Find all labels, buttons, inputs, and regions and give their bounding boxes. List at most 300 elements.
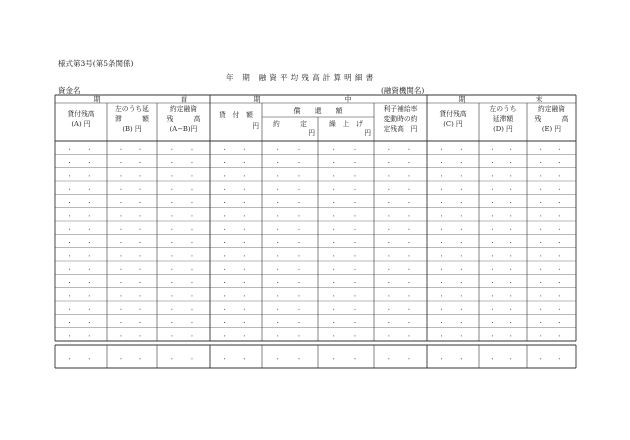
digit-separator-dot <box>244 162 245 163</box>
digit-separator-dot <box>461 202 462 203</box>
digit-separator-dot <box>224 149 225 150</box>
digit-separator-dot <box>277 162 278 163</box>
digit-separator-dot <box>89 202 90 203</box>
digit-separator-dot <box>298 242 299 243</box>
digit-separator-dot <box>461 162 462 163</box>
column-header-A: 貸付残高 <box>67 110 95 118</box>
digit-separator-dot <box>298 309 299 310</box>
digit-separator-dot <box>540 229 541 230</box>
digit-separator-dot <box>224 229 225 230</box>
digit-separator-dot <box>120 162 121 163</box>
total-separator-dot <box>441 358 442 359</box>
digit-separator-dot <box>408 255 409 256</box>
digit-separator-dot <box>540 175 541 176</box>
digit-separator-dot <box>120 282 121 283</box>
digit-separator-dot <box>244 295 245 296</box>
digit-separator-dot <box>224 255 225 256</box>
digit-separator-dot <box>388 255 389 256</box>
digit-separator-dot <box>120 335 121 336</box>
digit-separator-dot <box>441 242 442 243</box>
digit-separator-dot <box>540 202 541 203</box>
digit-separator-dot <box>388 295 389 296</box>
digit-separator-dot <box>559 335 560 336</box>
total-separator-dot <box>244 358 245 359</box>
digit-separator-dot <box>139 322 140 323</box>
column-header-A-B: 約定融資 <box>169 105 198 113</box>
digit-separator-dot <box>298 255 299 256</box>
digit-separator-dot <box>461 149 462 150</box>
digit-separator-dot <box>224 335 225 336</box>
digit-separator-dot <box>408 269 409 270</box>
digit-separator-dot <box>277 202 278 203</box>
digit-separator-dot <box>120 322 121 323</box>
digit-separator-dot <box>540 189 541 190</box>
digit-separator-dot <box>510 162 511 163</box>
digit-separator-dot <box>139 175 140 176</box>
digit-separator-dot <box>191 309 192 310</box>
digit-separator-dot <box>244 215 245 216</box>
digit-separator-dot <box>461 175 462 176</box>
column-header-C: (C) 円 <box>443 120 463 128</box>
digit-separator-dot <box>354 255 355 256</box>
digit-separator-dot <box>277 255 278 256</box>
digit-separator-dot <box>510 255 511 256</box>
digit-separator-dot <box>171 295 172 296</box>
digit-separator-dot <box>89 322 90 323</box>
digit-separator-dot <box>559 162 560 163</box>
group-header-0: 期 <box>93 95 101 104</box>
column-header-scheduled: 約 定 <box>273 120 307 128</box>
column-header-lending: 貸 付 額 <box>219 111 253 119</box>
digit-separator-dot <box>408 202 409 203</box>
digit-separator-dot <box>89 189 90 190</box>
digit-separator-dot <box>89 269 90 270</box>
digit-separator-dot <box>139 255 140 256</box>
digit-separator-dot <box>298 282 299 283</box>
digit-separator-dot <box>461 335 462 336</box>
digit-separator-dot <box>277 215 278 216</box>
digit-separator-dot <box>333 189 334 190</box>
digit-separator-dot <box>277 269 278 270</box>
column-header-rate-change: 変動時の約 <box>383 115 418 123</box>
column-header-C: 貸付残高 <box>439 110 467 118</box>
digit-separator-dot <box>441 229 442 230</box>
total-separator-dot <box>540 358 541 359</box>
digit-separator-dot <box>441 189 442 190</box>
digit-separator-dot <box>441 215 442 216</box>
digit-separator-dot <box>492 335 493 336</box>
digit-separator-dot <box>298 322 299 323</box>
digit-separator-dot <box>69 189 70 190</box>
digit-separator-dot <box>540 215 541 216</box>
digit-separator-dot <box>69 255 70 256</box>
digit-separator-dot <box>408 215 409 216</box>
column-header-E: 約定融資 <box>537 105 566 113</box>
digit-separator-dot <box>69 335 70 336</box>
digit-separator-dot <box>354 202 355 203</box>
digit-separator-dot <box>354 282 355 283</box>
digit-separator-dot <box>191 242 192 243</box>
digit-separator-dot <box>139 282 140 283</box>
column-header-B: 左のうち延 <box>115 105 149 113</box>
digit-separator-dot <box>120 189 121 190</box>
digit-separator-dot <box>510 269 511 270</box>
digit-separator-dot <box>559 189 560 190</box>
column-header-lending: 円 <box>252 122 259 130</box>
digit-separator-dot <box>244 175 245 176</box>
digit-separator-dot <box>89 295 90 296</box>
digit-separator-dot <box>191 149 192 150</box>
column-header-A-B: (A−B)円 <box>169 125 198 133</box>
digit-separator-dot <box>354 309 355 310</box>
digit-separator-dot <box>492 202 493 203</box>
digit-separator-dot <box>559 309 560 310</box>
digit-separator-dot <box>354 322 355 323</box>
digit-separator-dot <box>388 269 389 270</box>
digit-separator-dot <box>224 282 225 283</box>
digit-separator-dot <box>408 295 409 296</box>
digit-separator-dot <box>277 309 278 310</box>
digit-separator-dot <box>510 215 511 216</box>
digit-separator-dot <box>69 242 70 243</box>
digit-separator-dot <box>277 149 278 150</box>
total-separator-dot <box>298 358 299 359</box>
digit-separator-dot <box>333 269 334 270</box>
digit-separator-dot <box>69 149 70 150</box>
digit-separator-dot <box>191 282 192 283</box>
total-separator-dot <box>171 358 172 359</box>
digit-separator-dot <box>244 269 245 270</box>
digit-separator-dot <box>139 162 140 163</box>
digit-separator-dot <box>441 295 442 296</box>
digit-separator-dot <box>510 189 511 190</box>
digit-separator-dot <box>333 242 334 243</box>
form-number: 様式第3号(第5条関係) <box>58 59 134 68</box>
digit-separator-dot <box>171 175 172 176</box>
digit-separator-dot <box>191 162 192 163</box>
digit-separator-dot <box>139 295 140 296</box>
digit-separator-dot <box>277 295 278 296</box>
digit-separator-dot <box>408 335 409 336</box>
digit-separator-dot <box>559 229 560 230</box>
total-separator-dot <box>277 358 278 359</box>
digit-separator-dot <box>333 309 334 310</box>
digit-separator-dot <box>139 269 140 270</box>
digit-separator-dot <box>540 322 541 323</box>
group-header-3: 中 <box>344 95 352 104</box>
total-separator-dot <box>510 358 511 359</box>
digit-separator-dot <box>510 175 511 176</box>
digit-separator-dot <box>510 149 511 150</box>
column-header-early: 繰 上 げ <box>329 120 363 128</box>
digit-separator-dot <box>69 175 70 176</box>
digit-separator-dot <box>224 215 225 216</box>
digit-separator-dot <box>510 202 511 203</box>
total-separator-dot <box>354 358 355 359</box>
digit-separator-dot <box>492 322 493 323</box>
digit-separator-dot <box>510 309 511 310</box>
digit-separator-dot <box>354 162 355 163</box>
digit-separator-dot <box>298 189 299 190</box>
digit-separator-dot <box>540 269 541 270</box>
digit-separator-dot <box>191 175 192 176</box>
digit-separator-dot <box>89 149 90 150</box>
digit-separator-dot <box>171 322 172 323</box>
digit-separator-dot <box>89 309 90 310</box>
digit-separator-dot <box>333 162 334 163</box>
digit-separator-dot <box>540 295 541 296</box>
column-header-early: 円 <box>364 129 371 137</box>
column-header-rate-change: 定残高 円 <box>383 125 418 133</box>
digit-separator-dot <box>333 175 334 176</box>
column-header-scheduled: 円 <box>308 129 315 137</box>
digit-separator-dot <box>354 175 355 176</box>
digit-separator-dot <box>298 215 299 216</box>
digit-separator-dot <box>120 269 121 270</box>
total-separator-dot <box>89 358 90 359</box>
digit-separator-dot <box>492 189 493 190</box>
digit-separator-dot <box>244 189 245 190</box>
digit-separator-dot <box>388 229 389 230</box>
digit-separator-dot <box>492 242 493 243</box>
digit-separator-dot <box>120 175 121 176</box>
digit-separator-dot <box>333 322 334 323</box>
column-header-rate-change: 利子補給率 <box>383 105 418 113</box>
digit-separator-dot <box>298 162 299 163</box>
digit-separator-dot <box>441 335 442 336</box>
digit-separator-dot <box>354 269 355 270</box>
digit-separator-dot <box>333 255 334 256</box>
digit-separator-dot <box>69 215 70 216</box>
digit-separator-dot <box>354 335 355 336</box>
digit-separator-dot <box>224 322 225 323</box>
digit-separator-dot <box>139 242 140 243</box>
digit-separator-dot <box>277 335 278 336</box>
digit-separator-dot <box>540 242 541 243</box>
digit-separator-dot <box>139 335 140 336</box>
digit-separator-dot <box>540 255 541 256</box>
digit-separator-dot <box>171 215 172 216</box>
digit-separator-dot <box>408 229 409 230</box>
digit-separator-dot <box>408 309 409 310</box>
digit-separator-dot <box>244 229 245 230</box>
group-header-1: 首 <box>180 95 188 104</box>
digit-separator-dot <box>388 282 389 283</box>
digit-separator-dot <box>69 162 70 163</box>
digit-separator-dot <box>388 162 389 163</box>
digit-separator-dot <box>89 162 90 163</box>
column-header-B: (B) 円 <box>122 125 142 133</box>
digit-separator-dot <box>224 189 225 190</box>
digit-separator-dot <box>492 295 493 296</box>
digit-separator-dot <box>191 255 192 256</box>
digit-separator-dot <box>89 282 90 283</box>
digit-separator-dot <box>244 242 245 243</box>
total-separator-dot <box>492 358 493 359</box>
digit-separator-dot <box>408 282 409 283</box>
total-separator-dot <box>224 358 225 359</box>
digit-separator-dot <box>461 242 462 243</box>
digit-separator-dot <box>333 335 334 336</box>
digit-separator-dot <box>191 322 192 323</box>
digit-separator-dot <box>120 215 121 216</box>
digit-separator-dot <box>191 295 192 296</box>
digit-separator-dot <box>191 202 192 203</box>
digit-separator-dot <box>224 242 225 243</box>
digit-separator-dot <box>408 189 409 190</box>
digit-separator-dot <box>354 229 355 230</box>
digit-separator-dot <box>191 189 192 190</box>
column-header-E: 残 高 <box>534 115 569 123</box>
digit-separator-dot <box>333 149 334 150</box>
digit-separator-dot <box>540 149 541 150</box>
digit-separator-dot <box>559 255 560 256</box>
digit-separator-dot <box>244 255 245 256</box>
digit-separator-dot <box>69 309 70 310</box>
total-separator-dot <box>191 358 192 359</box>
column-header-A-B: 残 高 <box>166 115 201 123</box>
column-header-B: 滞 額 <box>115 115 149 123</box>
digit-separator-dot <box>171 202 172 203</box>
digit-separator-dot <box>492 282 493 283</box>
digit-separator-dot <box>388 309 389 310</box>
digit-separator-dot <box>441 322 442 323</box>
digit-separator-dot <box>224 175 225 176</box>
digit-separator-dot <box>354 189 355 190</box>
digit-separator-dot <box>492 162 493 163</box>
total-separator-dot <box>461 358 462 359</box>
digit-separator-dot <box>89 175 90 176</box>
digit-separator-dot <box>388 322 389 323</box>
digit-separator-dot <box>388 175 389 176</box>
digit-separator-dot <box>244 202 245 203</box>
column-header-D: 左のうち <box>489 105 517 113</box>
digit-separator-dot <box>244 149 245 150</box>
digit-separator-dot <box>224 309 225 310</box>
digit-separator-dot <box>441 282 442 283</box>
digit-separator-dot <box>388 335 389 336</box>
digit-separator-dot <box>461 255 462 256</box>
repayment-header: 償 還 額 <box>293 107 343 115</box>
digit-separator-dot <box>510 295 511 296</box>
digit-separator-dot <box>120 149 121 150</box>
digit-separator-dot <box>298 202 299 203</box>
digit-separator-dot <box>277 189 278 190</box>
digit-separator-dot <box>408 149 409 150</box>
digit-separator-dot <box>298 335 299 336</box>
digit-separator-dot <box>461 322 462 323</box>
digit-separator-dot <box>139 309 140 310</box>
digit-separator-dot <box>69 229 70 230</box>
digit-separator-dot <box>298 269 299 270</box>
digit-separator-dot <box>510 282 511 283</box>
digit-separator-dot <box>540 335 541 336</box>
digit-separator-dot <box>441 255 442 256</box>
digit-separator-dot <box>224 162 225 163</box>
digit-separator-dot <box>492 269 493 270</box>
column-header-D: 延滞額 <box>492 115 514 123</box>
digit-separator-dot <box>69 202 70 203</box>
digit-separator-dot <box>441 162 442 163</box>
digit-separator-dot <box>333 282 334 283</box>
digit-separator-dot <box>559 269 560 270</box>
digit-separator-dot <box>171 189 172 190</box>
digit-separator-dot <box>559 322 560 323</box>
digit-separator-dot <box>388 215 389 216</box>
digit-separator-dot <box>559 175 560 176</box>
digit-separator-dot <box>191 215 192 216</box>
total-separator-dot <box>388 358 389 359</box>
digit-separator-dot <box>510 242 511 243</box>
digit-separator-dot <box>354 215 355 216</box>
digit-separator-dot <box>69 282 70 283</box>
digit-separator-dot <box>171 229 172 230</box>
digit-separator-dot <box>120 309 121 310</box>
digit-separator-dot <box>89 255 90 256</box>
digit-separator-dot <box>510 229 511 230</box>
digit-separator-dot <box>277 229 278 230</box>
digit-separator-dot <box>277 175 278 176</box>
digit-separator-dot <box>408 322 409 323</box>
fund-name-label: 資金名 <box>58 86 81 95</box>
digit-separator-dot <box>69 295 70 296</box>
digit-separator-dot <box>69 322 70 323</box>
digit-separator-dot <box>559 242 560 243</box>
digit-separator-dot <box>441 175 442 176</box>
digit-separator-dot <box>510 335 511 336</box>
digit-separator-dot <box>492 229 493 230</box>
digit-separator-dot <box>492 309 493 310</box>
digit-separator-dot <box>191 269 192 270</box>
digit-separator-dot <box>461 215 462 216</box>
digit-separator-dot <box>333 229 334 230</box>
column-header-A: (A) 円 <box>71 120 91 128</box>
digit-separator-dot <box>139 215 140 216</box>
digit-separator-dot <box>333 215 334 216</box>
digit-separator-dot <box>244 335 245 336</box>
digit-separator-dot <box>461 269 462 270</box>
digit-separator-dot <box>388 149 389 150</box>
digit-separator-dot <box>171 269 172 270</box>
digit-separator-dot <box>559 202 560 203</box>
digit-separator-dot <box>298 229 299 230</box>
digit-separator-dot <box>171 282 172 283</box>
digit-separator-dot <box>540 282 541 283</box>
digit-separator-dot <box>492 255 493 256</box>
digit-separator-dot <box>171 255 172 256</box>
digit-separator-dot <box>171 335 172 336</box>
digit-separator-dot <box>277 242 278 243</box>
digit-separator-dot <box>298 149 299 150</box>
digit-separator-dot <box>224 295 225 296</box>
digit-separator-dot <box>244 322 245 323</box>
digit-separator-dot <box>171 149 172 150</box>
digit-separator-dot <box>559 282 560 283</box>
digit-separator-dot <box>333 295 334 296</box>
digit-separator-dot <box>139 202 140 203</box>
digit-separator-dot <box>540 309 541 310</box>
digit-separator-dot <box>69 269 70 270</box>
digit-separator-dot <box>354 295 355 296</box>
digit-separator-dot <box>298 295 299 296</box>
digit-separator-dot <box>388 189 389 190</box>
total-separator-dot <box>559 358 560 359</box>
digit-separator-dot <box>354 149 355 150</box>
digit-separator-dot <box>388 242 389 243</box>
digit-separator-dot <box>191 335 192 336</box>
group-header-2: 期 <box>253 95 261 104</box>
digit-separator-dot <box>139 189 140 190</box>
